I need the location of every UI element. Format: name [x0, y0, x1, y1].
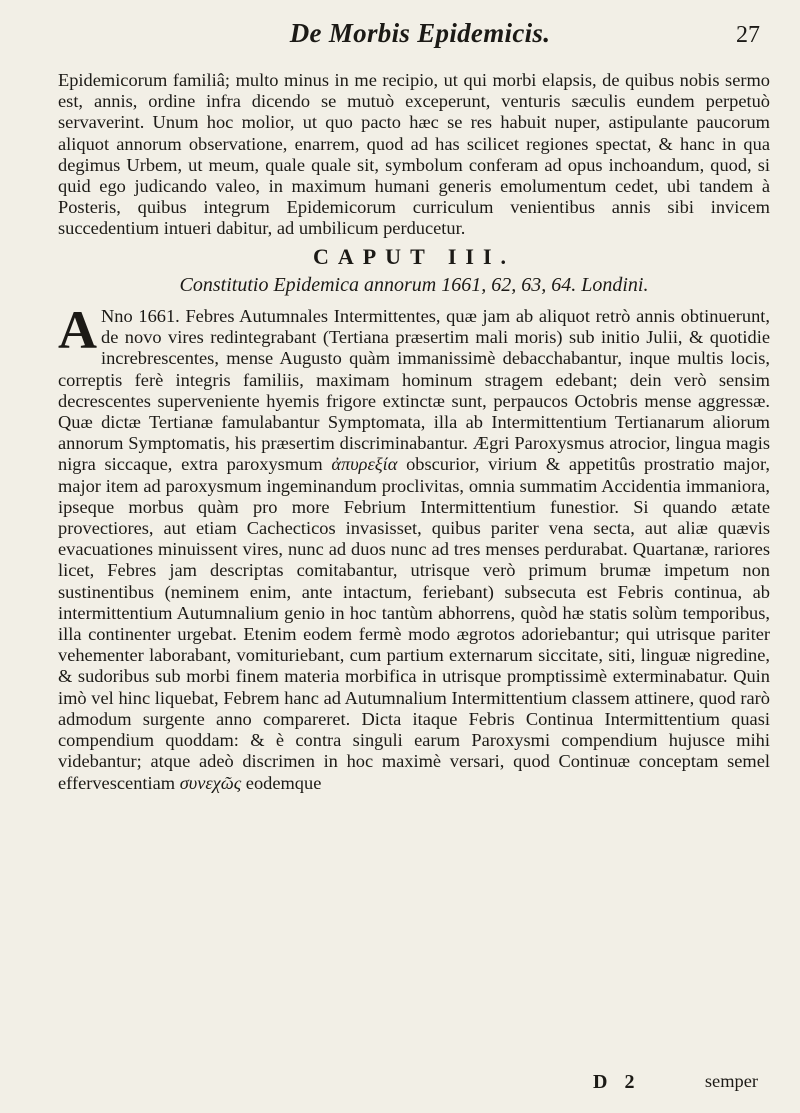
greek-term-apyrexia: ἀπυρεξία	[331, 454, 398, 475]
page-number: 27	[736, 22, 760, 48]
page-footer	[58, 1071, 770, 1099]
paragraph-2-text: Nno 1661. Febres Autumnales Intermittentes, quæ jam ab aliquot retrò annis obtinuerunt, de novo vires redintegrabant (Tertiana præsertim mali moris) sub initio Julii, & quotidie increbrescentes, mense Augusto quàm immanissimè debacchabantur, inque multis locis, correptis ferè integris familiis, maximam hominum stragem edebant; dein verò sensim decrescentes supervenientе hyemis frigore extinctæ sunt, perpaucos Octobris mense aggressæ. Quæ dictæ Tertianæ famulabantur Symptomata, illa ab Intermittentium Tertianarum aliorum annorum Symptomatis, his præsertim discriminabantur. Ægri Paroxysmus atrocior, lingua magis nigra siccaque, extra paroxysmum	[58, 306, 770, 475]
body-text	[58, 70, 770, 794]
greek-term-synechos: συνεχῶς	[179, 772, 242, 793]
paragraph-1: Epidemicorum familiâ; multo minus in me recipio, ut qui morbi elapsis, de quibus nobis sermo est, annis, ordine infra dicendo se mutuò exceperunt, venturis sæculis eundem perpetuò servaverint. Unum hoc molior, ut quo pacto hæc se res habuit nuper, astipulante paucorum aliquot annorum observatione, enarrem, quod ad has scilicet regiones spectat, & hanc in qua degimus Urbem, ut meum, quale quale sit, symbolum conferam ad opus inchoandum, quod, si quid ego judicando valeo, in maximum humani generis emolumentum cedet, ubi tandem à Posteris, quibus integrum Epidemicorum curriculum venientibus annis sibi invicem succedentium intueri dabitur, ad umbilicum perducetur.	[58, 70, 770, 239]
chapter-heading: CAPUT III.	[312, 243, 516, 269]
catchword: semper	[704, 1071, 758, 1091]
signature-mark: D 2	[593, 1071, 641, 1093]
page-header	[60, 18, 760, 52]
paragraph-2-end: eodemque	[245, 772, 322, 793]
drop-cap: A	[58, 300, 97, 361]
paragraph-2-continuation: obscurior, virium & appetitûs prostratio major, major item ad paroxysmum ingeminandum proclivitas, omnia summatim Accidentia immaniora, ipseque morbus quàm pro more Febrium Intermittentium funestior. Si quando ætate provectiores, aut etiam Cachecticos invasisset, quibus pariter vena secta, aut aliæ quævis evacuationes minuissent vires, nunc ad duos nunc ad tres menses perdurabat. Quartanæ, rariores licet, Febres jam descriptas comitabantur, utrisque verò primum brumæ impetum non sustinentibus (neminem enim, ante intactum, feriebant) subsecuta est Febris continua, ab intermittentium Autumnalium genio in hoc tantùm abhorrens, quòd hæ statis solùm temporibus, illa continenter urgebat. Etenim eodem fermè modo ægrotos adoriebantur; qui utrisque pariter vehementer laborabant, vomituriebant, cum partium externarum siccitate, siti, linguæ nigredine, & sudoribus sub morbi finem materia morbifica in utrisque promptissimè exterminabatur. Quin imò vel hinc liquebat, Febrem hanc ad Autumnalium Intermittentium classem attinere, quod rarò admodum surgente anno compareret. Dicta itaque Febris Continua Intermittentium quasi compendium quoddam: & è contra singuli earum Paroxysmi compendium hujusce mihi videbantur; atque adeò discrimen in hoc maximè versari, quod Continuæ conceptam semel effervescentiam	[58, 454, 770, 793]
running-title: De Morbis Epidemicis.	[289, 18, 551, 48]
paragraph-2	[58, 300, 770, 794]
chapter-subtitle: Constitutio Epidemica annorum 1661, 62, 63, 64. Londini.	[179, 273, 649, 296]
